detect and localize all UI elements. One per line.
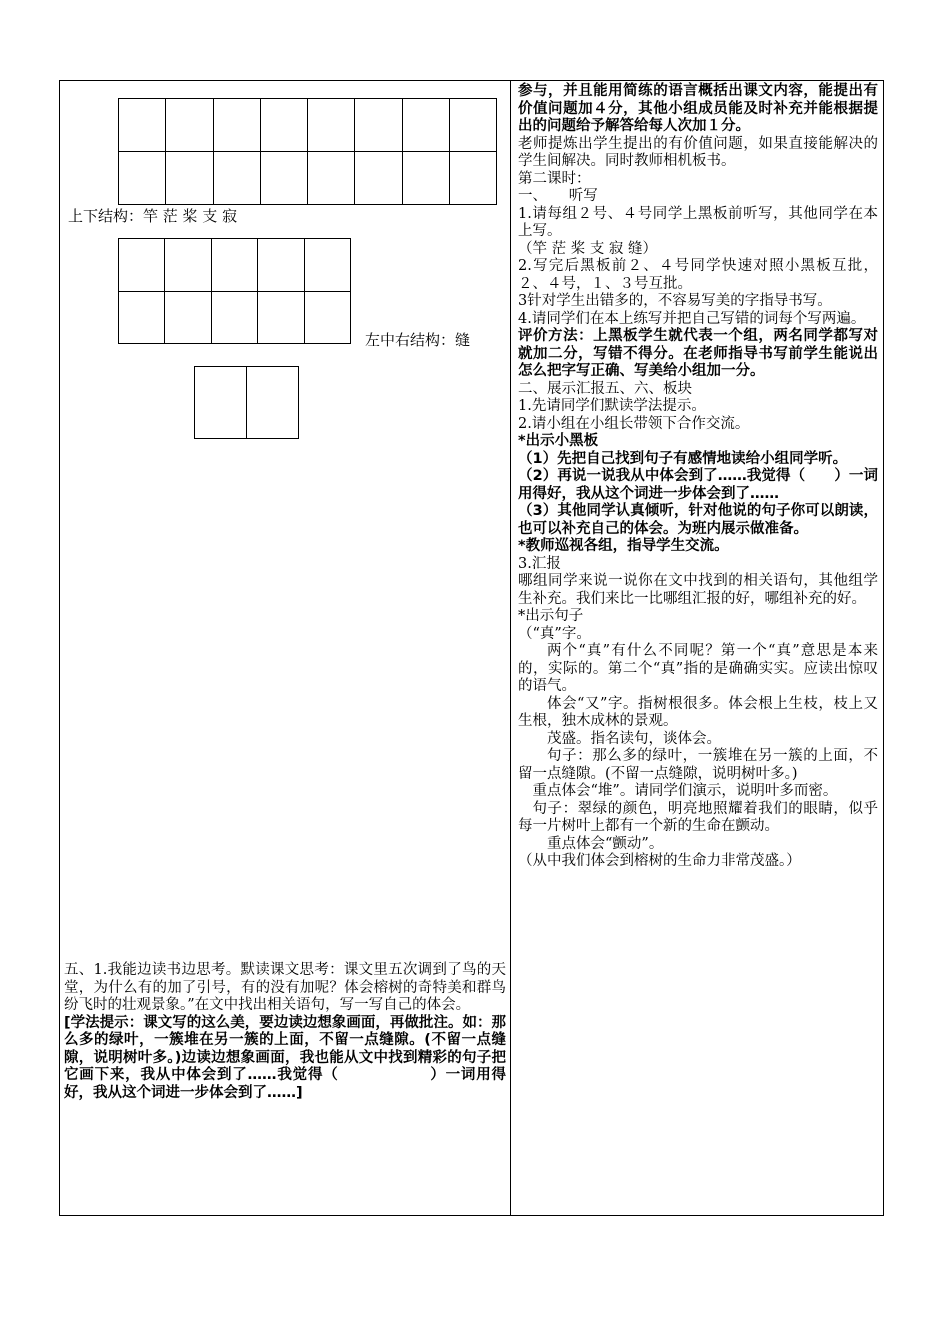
- scoring-rule: 参与，并且能用简练的语言概括出课文内容，能提出有价值问题加４分，其他小组成员能及时补充并能根据提出的问题给予解答给每人次加１分。: [518, 83, 878, 134]
- right-column: [518, 83, 878, 871]
- section-five: [64, 962, 506, 1102]
- chandong-explain: 重点体会“颤动”。: [547, 835, 664, 852]
- label-top-bottom: 上下结构：竿 茫 桨 支 寂: [68, 207, 238, 225]
- dictation-step-3: 3针对学生出错多的，不容易写美的字指导书写。: [518, 293, 832, 309]
- writing-grid-5x2: [118, 238, 351, 344]
- dictation-step-4: 4.请同学们在本上练写并把自己写错的词每个写两遍。: [518, 310, 866, 327]
- section5-title: 五、1.我能边读书边思考。默读课文思考：课文里五次调到了鸟的天堂，为什么有的加了引号，有的没有加呢？体会榕树的奇特美和群鸟纷飞时的壮观景象。”在文中找出相关语句，写一写自己的体会。: [64, 962, 506, 1013]
- writing-grid-8x2: [118, 98, 497, 205]
- section5-tip: [学法提示：课文写的这么美，要边读边想象画面，再做批注。如：那么多的绿叶，一簇堆在另一簇的上面，不留一点缝隙。(不留一点缝隙，说明树叶多。)边读边想象画面，我也能从文中找到精彩的句子把它画下来，我从中体会到了……我觉得（ ）一词用得好，我从这个词进一步体会到了……]: [64, 1014, 506, 1101]
- show-sentence: *出示句子: [518, 608, 584, 624]
- sentence-2: 句子：翠绿的颜色，明亮地照耀着我们的眼睛，似乎每一片树叶上都有一个新的生命在颤动。: [518, 800, 878, 834]
- board-item-2: （2）再说一说我从中体会到了……我觉得（ ）一词用得好，我从这个词进一步体会到了……: [518, 468, 878, 502]
- evaluation-method: 评价方法：上黑板学生就代表一个组，两名同学都写对就加二分，写错不得分。在老师指导书写前学生能说出怎么把字写正确、写美给小组加一分。: [518, 328, 878, 379]
- conclusion: （从中我们体会到榕树的生命力非常茂盛。）: [518, 853, 801, 869]
- show-board-heading: *出示小黑板: [518, 433, 599, 449]
- column-divider: [510, 81, 511, 1215]
- zhen-explain: 两个“真”有什么不同呢？第一个“真”意思是本来的，实际的。第二个“真”指的是确确实实。应读出惊叹的语气。: [518, 643, 878, 694]
- board-item-1: （1）先把自己找到句子有感情地读给小组同学听。: [518, 450, 848, 467]
- second-lesson-heading: 第二课时：: [518, 170, 591, 187]
- dictation-step-2: 2.写完后黑板前２、４号同学快速对照小黑板互批，２、４号，１、３号互批。: [518, 258, 878, 292]
- you-explain: 体会“又”字。指树根很多。体会根上生枝，枝上又生根，独木成林的景观。: [518, 695, 878, 729]
- writing-grid-2x1: [194, 366, 299, 439]
- maosheng: 茂盛。指名读句，谈体会。: [547, 730, 721, 747]
- dictation-step-1: 1.请每组２号、４号同学上黑板前听写，其他同学在本上写。: [518, 205, 878, 239]
- sentence-1: 句子：那么多的绿叶，一簇堆在另一簇的上面，不留一点缝隙。(不留一点缝隙，说明树叶多。): [518, 748, 878, 782]
- lesson-table: [59, 80, 884, 1216]
- teacher-patrol: *教师巡视各组，指导学生交流。: [518, 538, 729, 554]
- presentation-heading: 二、展示汇报五、六、板块: [518, 380, 692, 397]
- zhen-word: （“真”字。: [518, 625, 591, 642]
- dui-explain: 重点体会“堆”。请同学们演示，说明叶多而密。: [532, 783, 838, 799]
- dictation-words: （竿 茫 桨 支 寂 缝）: [518, 240, 658, 257]
- presentation-step-2: 2.请小组在小组长带领下合作交流。: [518, 415, 750, 432]
- teacher-note: 老师提炼出学生提出的有价值问题，如果直接能解决的学生间解决。同时教师相机板书。: [518, 135, 878, 169]
- dictation-heading: 一、 听写: [518, 188, 598, 204]
- presentation-step-1: 1.先请同学们默读学法提示。: [518, 398, 706, 414]
- label-left-mid-right: 左中右结构：缝: [365, 331, 471, 349]
- board-item-3: （3）其他同学认真倾听，针对他说的句子你可以朗读，也可以补充自己的体会。为班内展示做准备。: [518, 503, 878, 537]
- left-column: [60, 81, 510, 1215]
- report-heading: 3.汇报: [518, 555, 561, 572]
- report-text: 哪组同学来说一说你在文中找到的相关语句，其他组学生补充。我们来比一比哪组汇报的好，哪组补充的好。: [518, 573, 878, 607]
